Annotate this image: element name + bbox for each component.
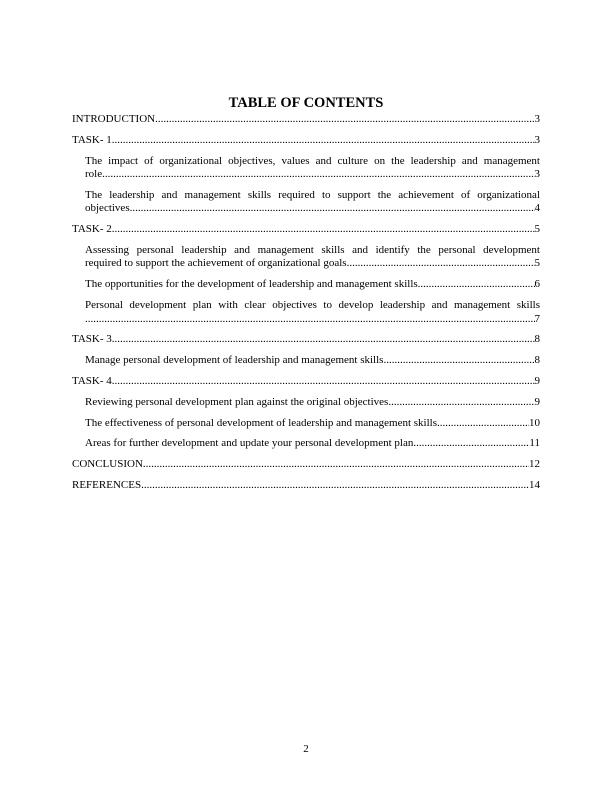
dot-leader xyxy=(85,313,535,327)
toc-entry-personal-development-plan[interactable] xyxy=(72,299,540,326)
toc-entry-title: Manage personal development of leadership and management skills xyxy=(85,354,384,367)
toc-entry-task-1[interactable] xyxy=(72,134,540,148)
toc-entry-reviewing-plan[interactable] xyxy=(72,396,540,410)
toc-entry-page: 3 xyxy=(534,133,540,146)
dot-leader xyxy=(112,333,535,347)
toc-entry-page: 10 xyxy=(529,416,540,429)
dot-leader xyxy=(383,354,534,368)
page-number: 2 xyxy=(303,743,309,755)
toc-entry-page: 9 xyxy=(534,395,540,408)
toc-entry-page: 8 xyxy=(534,333,540,346)
toc-entry-title: TASK- 2 xyxy=(72,223,112,236)
toc-entry-opportunities[interactable] xyxy=(72,278,540,292)
dot-leader xyxy=(413,437,529,451)
toc-entry-page: 7 xyxy=(534,312,540,325)
toc-entry-title-line1: Personal development plan with clear objectives to develop leadership and management skills xyxy=(85,299,540,312)
dot-leader xyxy=(112,375,535,389)
toc-entry-title-line1: The impact of organizational objectives, values and culture on the leadership and management xyxy=(85,154,540,167)
toc-entry-title: Reviewing personal development plan against the original objectives xyxy=(85,395,389,408)
toc-entry-title: INTRODUCTION xyxy=(72,113,156,125)
toc-entry-title: objectives xyxy=(85,202,130,215)
toc-entry-title: REFERENCES xyxy=(72,478,142,491)
dot-leader xyxy=(130,202,535,216)
toc-entry-page: 14 xyxy=(529,478,540,491)
toc-entry-title-line1: The leadership and management skills required to support the achievement of organizational xyxy=(85,188,540,201)
toc-entry-skills-required[interactable] xyxy=(72,189,540,216)
dot-leader xyxy=(112,223,535,237)
toc-entry-task-4[interactable] xyxy=(72,375,540,389)
toc-entry-page: 5 xyxy=(534,223,540,236)
toc-entry-page: 11 xyxy=(529,437,540,450)
toc-entry-page: 3 xyxy=(534,113,540,125)
toc-entry-title: role xyxy=(85,168,103,181)
toc-entry-title: The opportunities for the development of leadership and management skills xyxy=(85,278,418,291)
toc-entry-effectiveness[interactable] xyxy=(72,417,540,431)
toc-entry-assessing-skills[interactable] xyxy=(72,244,540,271)
dot-leader xyxy=(437,417,529,431)
toc-entry-page: 8 xyxy=(534,354,540,367)
toc-entry-title: CONCLUSION xyxy=(72,458,143,471)
dot-leader xyxy=(141,479,529,493)
toc-entry-title: required to support the achievement of organizational goals xyxy=(85,257,347,270)
toc-entry-references[interactable] xyxy=(72,479,540,493)
toc-entry-task-2[interactable] xyxy=(72,223,540,237)
dot-leader xyxy=(112,134,535,148)
dot-leader xyxy=(347,257,535,271)
dot-leader xyxy=(388,396,534,410)
toc-entry-title: TASK- 4 xyxy=(72,374,112,387)
toc-entry-page: 9 xyxy=(534,374,540,387)
toc-entry-introduction[interactable] xyxy=(72,113,540,127)
dot-leader xyxy=(102,168,534,182)
dot-leader xyxy=(155,113,534,127)
toc-entry-conclusion[interactable] xyxy=(72,458,540,472)
dot-leader xyxy=(143,458,529,472)
toc-entry-further-development[interactable] xyxy=(72,437,540,451)
toc-entry-page: 6 xyxy=(534,278,540,291)
toc-entry-page: 12 xyxy=(529,458,540,471)
table-of-contents xyxy=(72,113,540,500)
toc-entry-title-line1: Assessing personal leadership and management skills and identify the personal development xyxy=(85,243,540,256)
toc-entry-page: 5 xyxy=(534,257,540,270)
toc-title: TABLE OF CONTENTS xyxy=(228,95,384,111)
toc-entry-page: 3 xyxy=(534,168,540,181)
toc-entry-title: The effectiveness of personal development of leadership and management skills xyxy=(85,416,437,429)
toc-entry-page: 4 xyxy=(534,202,540,215)
toc-entry-impact-of-objectives[interactable] xyxy=(72,155,540,182)
toc-entry-title: TASK- 3 xyxy=(72,333,112,346)
dot-leader xyxy=(418,278,535,292)
toc-entry-task-3[interactable] xyxy=(72,333,540,347)
toc-entry-title: TASK- 1 xyxy=(72,133,112,146)
toc-entry-title: Areas for further development and update your personal development plan xyxy=(85,437,414,450)
toc-entry-manage-development[interactable] xyxy=(72,354,540,368)
